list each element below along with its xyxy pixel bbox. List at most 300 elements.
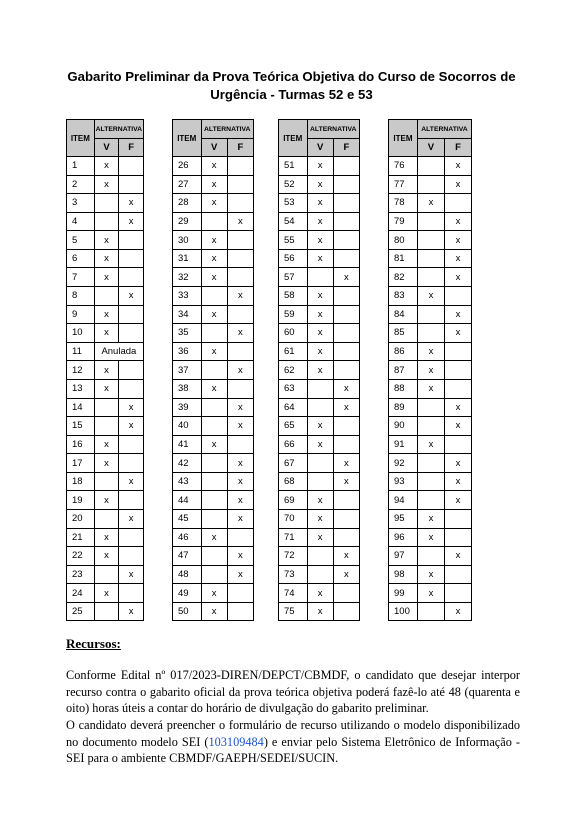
answer-row bbox=[173, 175, 254, 194]
answer-row bbox=[173, 249, 254, 268]
answer-f-cell bbox=[333, 175, 359, 194]
answer-f-cell bbox=[119, 157, 144, 176]
answer-row bbox=[67, 547, 144, 566]
answer-v-cell: x bbox=[307, 305, 333, 324]
item-number: 54 bbox=[279, 212, 308, 231]
answer-f-cell bbox=[227, 249, 253, 268]
item-number: 22 bbox=[67, 547, 95, 566]
item-number: 6 bbox=[67, 249, 95, 268]
answer-f-cell: x bbox=[227, 565, 253, 584]
answer-row bbox=[389, 268, 472, 287]
answer-v-cell: x bbox=[201, 379, 227, 398]
item-number: 56 bbox=[279, 249, 308, 268]
answer-row bbox=[389, 249, 472, 268]
item-number: 32 bbox=[173, 268, 202, 287]
answer-row bbox=[67, 379, 144, 398]
answer-v-cell: x bbox=[94, 454, 119, 473]
answer-v-cell bbox=[94, 602, 119, 621]
answer-f-cell bbox=[227, 602, 253, 621]
item-number: 45 bbox=[173, 509, 202, 528]
answer-f-cell: x bbox=[227, 324, 253, 343]
answer-row bbox=[279, 231, 360, 250]
item-number: 66 bbox=[279, 435, 308, 454]
answer-row bbox=[389, 175, 472, 194]
answer-v-cell bbox=[307, 565, 333, 584]
answer-v-cell bbox=[417, 417, 444, 436]
item-number: 14 bbox=[67, 398, 95, 417]
answer-v-cell bbox=[94, 417, 119, 436]
answer-v-cell: x bbox=[307, 212, 333, 231]
answer-row bbox=[279, 454, 360, 473]
item-number: 34 bbox=[173, 305, 202, 324]
answer-v-cell: x bbox=[94, 435, 119, 454]
answer-f-cell: x bbox=[227, 212, 253, 231]
answer-row bbox=[279, 472, 360, 491]
answer-f-cell bbox=[333, 417, 359, 436]
item-number: 63 bbox=[279, 379, 308, 398]
f-column-header: F bbox=[227, 139, 253, 157]
item-number: 46 bbox=[173, 528, 202, 547]
answer-f-cell bbox=[119, 379, 144, 398]
item-number: 92 bbox=[389, 454, 418, 473]
answer-row bbox=[389, 417, 472, 436]
answer-v-cell: x bbox=[201, 231, 227, 250]
item-number: 15 bbox=[67, 417, 95, 436]
answer-row bbox=[389, 565, 472, 584]
answer-v-cell: x bbox=[94, 305, 119, 324]
answer-v-cell: x bbox=[417, 435, 444, 454]
answer-f-cell: x bbox=[333, 454, 359, 473]
answer-v-cell bbox=[307, 379, 333, 398]
answer-v-cell: x bbox=[201, 305, 227, 324]
sei-document-link[interactable]: 103109484 bbox=[208, 734, 264, 749]
answer-v-cell bbox=[201, 324, 227, 343]
item-number: 20 bbox=[67, 509, 95, 528]
answer-row bbox=[67, 435, 144, 454]
answer-row bbox=[279, 398, 360, 417]
answer-f-cell bbox=[333, 305, 359, 324]
alternativa-header: ALTERNATIVA bbox=[94, 120, 143, 139]
answer-v-cell: x bbox=[417, 509, 444, 528]
answer-row bbox=[389, 547, 472, 566]
answer-v-cell: x bbox=[307, 491, 333, 510]
answer-row bbox=[279, 305, 360, 324]
recursos-paragraph-2 bbox=[66, 717, 520, 767]
item-number: 58 bbox=[279, 287, 308, 306]
answer-v-cell bbox=[201, 472, 227, 491]
answer-f-cell: x bbox=[119, 398, 144, 417]
answer-v-cell bbox=[307, 398, 333, 417]
answer-table-3 bbox=[278, 119, 360, 621]
item-number: 29 bbox=[173, 212, 202, 231]
answer-f-cell: x bbox=[444, 398, 471, 417]
item-number: 88 bbox=[389, 379, 418, 398]
alternativa-header: ALTERNATIVA bbox=[307, 120, 360, 139]
answer-row bbox=[279, 249, 360, 268]
item-number: 10 bbox=[67, 324, 95, 343]
answer-row bbox=[279, 509, 360, 528]
answer-row bbox=[389, 342, 472, 361]
answer-f-cell: x bbox=[444, 491, 471, 510]
answer-v-cell bbox=[201, 398, 227, 417]
answer-f-cell bbox=[444, 342, 471, 361]
answer-row bbox=[67, 342, 144, 361]
answer-f-cell bbox=[227, 305, 253, 324]
item-number: 16 bbox=[67, 435, 95, 454]
item-number: 71 bbox=[279, 528, 308, 547]
answer-f-cell bbox=[333, 287, 359, 306]
page-title: Gabarito Preliminar da Prova Teórica Objetiva do Curso de Socorros de Urgência - Turmas 52 e 53 bbox=[67, 69, 516, 102]
item-number: 79 bbox=[389, 212, 418, 231]
answer-f-cell bbox=[227, 528, 253, 547]
item-column-header: ITEM bbox=[67, 120, 95, 157]
answer-v-cell: x bbox=[94, 249, 119, 268]
answer-v-cell: x bbox=[201, 268, 227, 287]
item-number: 52 bbox=[279, 175, 308, 194]
answer-f-cell: x bbox=[444, 547, 471, 566]
answer-f-cell bbox=[227, 157, 253, 176]
item-number: 2 bbox=[67, 175, 95, 194]
item-column-header: ITEM bbox=[279, 120, 308, 157]
answer-f-cell bbox=[119, 547, 144, 566]
answer-v-cell: x bbox=[307, 249, 333, 268]
answer-f-cell: x bbox=[227, 287, 253, 306]
answer-f-cell: x bbox=[119, 212, 144, 231]
item-number: 11 bbox=[67, 342, 95, 361]
answer-row bbox=[279, 528, 360, 547]
answer-row bbox=[67, 472, 144, 491]
item-number: 57 bbox=[279, 268, 308, 287]
item-number: 35 bbox=[173, 324, 202, 343]
answer-v-cell bbox=[201, 212, 227, 231]
answer-f-cell: x bbox=[119, 287, 144, 306]
answer-row bbox=[67, 584, 144, 603]
item-number: 37 bbox=[173, 361, 202, 380]
answer-v-cell bbox=[417, 324, 444, 343]
item-number: 18 bbox=[67, 472, 95, 491]
answer-f-cell: x bbox=[333, 472, 359, 491]
answer-row bbox=[67, 157, 144, 176]
answer-row bbox=[173, 528, 254, 547]
answer-f-cell: x bbox=[119, 194, 144, 213]
answer-v-cell: x bbox=[417, 194, 444, 213]
answer-f-cell: x bbox=[227, 417, 253, 436]
answer-f-cell bbox=[333, 157, 359, 176]
v-column-header: V bbox=[417, 139, 444, 157]
answer-v-cell: x bbox=[417, 361, 444, 380]
answer-row bbox=[67, 212, 144, 231]
answer-v-cell bbox=[417, 472, 444, 491]
item-number: 55 bbox=[279, 231, 308, 250]
item-column-header: ITEM bbox=[173, 120, 202, 157]
item-number: 69 bbox=[279, 491, 308, 510]
answer-v-cell: x bbox=[307, 287, 333, 306]
item-number: 75 bbox=[279, 602, 308, 621]
answer-row bbox=[67, 249, 144, 268]
answer-f-cell: x bbox=[227, 547, 253, 566]
answer-v-cell: x bbox=[307, 528, 333, 547]
answer-v-cell: x bbox=[417, 528, 444, 547]
item-number: 27 bbox=[173, 175, 202, 194]
answer-f-cell bbox=[333, 435, 359, 454]
answer-f-cell bbox=[119, 268, 144, 287]
answer-row bbox=[173, 454, 254, 473]
answer-row bbox=[389, 324, 472, 343]
answer-v-cell bbox=[307, 472, 333, 491]
answer-row bbox=[389, 361, 472, 380]
answer-f-cell: x bbox=[333, 268, 359, 287]
answer-v-cell bbox=[417, 398, 444, 417]
answer-v-cell bbox=[94, 287, 119, 306]
answer-f-cell bbox=[119, 528, 144, 547]
answer-row bbox=[67, 398, 144, 417]
answer-v-cell: x bbox=[417, 584, 444, 603]
answer-row bbox=[279, 268, 360, 287]
answer-row bbox=[67, 194, 144, 213]
answer-row bbox=[67, 361, 144, 380]
item-number: 95 bbox=[389, 509, 418, 528]
item-number: 25 bbox=[67, 602, 95, 621]
answer-row bbox=[173, 324, 254, 343]
answer-row bbox=[279, 287, 360, 306]
answer-v-cell: x bbox=[94, 157, 119, 176]
item-number: 90 bbox=[389, 417, 418, 436]
answer-f-cell: x bbox=[119, 565, 144, 584]
answer-f-cell bbox=[119, 491, 144, 510]
item-number: 67 bbox=[279, 454, 308, 473]
answer-v-cell: x bbox=[307, 157, 333, 176]
answer-row bbox=[173, 231, 254, 250]
answer-row bbox=[279, 379, 360, 398]
item-number: 44 bbox=[173, 491, 202, 510]
answer-f-cell: x bbox=[444, 454, 471, 473]
answer-f-cell: x bbox=[119, 602, 144, 621]
recursos-heading: Recursos: bbox=[66, 636, 121, 651]
answer-f-cell bbox=[444, 379, 471, 398]
answer-f-cell: x bbox=[227, 361, 253, 380]
answer-f-cell bbox=[333, 509, 359, 528]
answer-v-cell bbox=[417, 547, 444, 566]
answer-row bbox=[173, 342, 254, 361]
answer-row bbox=[389, 602, 472, 621]
answer-f-cell bbox=[227, 379, 253, 398]
answer-row bbox=[389, 305, 472, 324]
answer-row bbox=[67, 324, 144, 343]
answer-row bbox=[67, 454, 144, 473]
item-number: 30 bbox=[173, 231, 202, 250]
item-number: 72 bbox=[279, 547, 308, 566]
answer-f-cell: x bbox=[119, 509, 144, 528]
answer-row bbox=[173, 157, 254, 176]
answer-v-cell: x bbox=[94, 379, 119, 398]
item-number: 68 bbox=[279, 472, 308, 491]
item-number: 85 bbox=[389, 324, 418, 343]
item-number: 86 bbox=[389, 342, 418, 361]
answer-f-cell: x bbox=[333, 398, 359, 417]
item-number: 64 bbox=[279, 398, 308, 417]
item-number: 65 bbox=[279, 417, 308, 436]
item-number: 80 bbox=[389, 231, 418, 250]
answer-f-cell: x bbox=[444, 157, 471, 176]
answer-v-cell bbox=[201, 547, 227, 566]
answer-f-cell bbox=[227, 175, 253, 194]
answer-f-cell bbox=[119, 175, 144, 194]
answer-v-cell bbox=[94, 472, 119, 491]
answer-row bbox=[67, 509, 144, 528]
answer-f-cell: x bbox=[227, 491, 253, 510]
answer-v-cell bbox=[201, 417, 227, 436]
answer-f-cell: x bbox=[444, 472, 471, 491]
answer-f-cell bbox=[333, 342, 359, 361]
answer-v-cell bbox=[417, 268, 444, 287]
answer-f-cell bbox=[444, 287, 471, 306]
answer-v-cell: x bbox=[307, 231, 333, 250]
answer-row bbox=[389, 231, 472, 250]
item-number: 31 bbox=[173, 249, 202, 268]
answer-f-cell bbox=[119, 584, 144, 603]
answer-f-cell: x bbox=[444, 249, 471, 268]
answer-f-cell bbox=[119, 454, 144, 473]
answer-row bbox=[279, 491, 360, 510]
answer-row bbox=[389, 287, 472, 306]
item-number: 13 bbox=[67, 379, 95, 398]
answer-row bbox=[173, 602, 254, 621]
answer-v-cell: x bbox=[201, 194, 227, 213]
item-number: 93 bbox=[389, 472, 418, 491]
item-number: 8 bbox=[67, 287, 95, 306]
answer-row bbox=[279, 547, 360, 566]
answer-v-cell: x bbox=[307, 324, 333, 343]
item-number: 70 bbox=[279, 509, 308, 528]
item-number: 7 bbox=[67, 268, 95, 287]
answer-f-cell bbox=[119, 305, 144, 324]
answer-row bbox=[389, 509, 472, 528]
item-number: 28 bbox=[173, 194, 202, 213]
answer-row bbox=[173, 305, 254, 324]
answer-v-cell bbox=[94, 565, 119, 584]
item-number: 76 bbox=[389, 157, 418, 176]
answer-row bbox=[173, 584, 254, 603]
answer-f-cell bbox=[333, 584, 359, 603]
answer-f-cell bbox=[333, 602, 359, 621]
answer-f-cell bbox=[333, 324, 359, 343]
answer-f-cell: x bbox=[227, 472, 253, 491]
answer-row bbox=[389, 491, 472, 510]
item-number: 4 bbox=[67, 212, 95, 231]
item-number: 84 bbox=[389, 305, 418, 324]
answer-f-cell: x bbox=[444, 305, 471, 324]
answer-v-cell bbox=[307, 268, 333, 287]
answer-v-cell: x bbox=[94, 584, 119, 603]
answer-v-cell: x bbox=[307, 175, 333, 194]
answer-f-cell: x bbox=[119, 417, 144, 436]
answer-table-1 bbox=[66, 119, 144, 621]
answer-v-cell: x bbox=[307, 361, 333, 380]
answer-v-cell: x bbox=[307, 584, 333, 603]
answer-row bbox=[67, 528, 144, 547]
answer-v-cell: x bbox=[201, 602, 227, 621]
answer-f-cell: x bbox=[227, 398, 253, 417]
item-number: 96 bbox=[389, 528, 418, 547]
item-number: 53 bbox=[279, 194, 308, 213]
answer-row bbox=[173, 268, 254, 287]
answer-f-cell bbox=[333, 194, 359, 213]
item-number: 17 bbox=[67, 454, 95, 473]
answer-v-cell: x bbox=[307, 417, 333, 436]
answer-v-cell bbox=[201, 565, 227, 584]
answer-f-cell bbox=[444, 361, 471, 380]
answer-row bbox=[67, 175, 144, 194]
answer-row bbox=[173, 398, 254, 417]
item-number: 26 bbox=[173, 157, 202, 176]
answer-v-cell: x bbox=[94, 547, 119, 566]
answer-row bbox=[389, 472, 472, 491]
answer-row bbox=[173, 287, 254, 306]
item-number: 42 bbox=[173, 454, 202, 473]
answer-f-cell: x bbox=[227, 454, 253, 473]
answer-v-cell: x bbox=[201, 157, 227, 176]
answer-row bbox=[67, 417, 144, 436]
answer-row bbox=[279, 435, 360, 454]
answer-f-cell: x bbox=[333, 547, 359, 566]
answer-v-cell: x bbox=[201, 435, 227, 454]
item-number: 1 bbox=[67, 157, 95, 176]
answer-row bbox=[67, 268, 144, 287]
f-column-header: F bbox=[119, 139, 144, 157]
answer-v-cell: x bbox=[94, 491, 119, 510]
item-number: 36 bbox=[173, 342, 202, 361]
item-number: 51 bbox=[279, 157, 308, 176]
v-column-header: V bbox=[201, 139, 227, 157]
answer-row bbox=[389, 398, 472, 417]
answer-v-cell bbox=[417, 157, 444, 176]
answer-f-cell bbox=[227, 194, 253, 213]
item-number: 60 bbox=[279, 324, 308, 343]
answer-row bbox=[173, 547, 254, 566]
answer-row bbox=[173, 472, 254, 491]
answer-row bbox=[389, 212, 472, 231]
alternativa-header: ALTERNATIVA bbox=[201, 120, 254, 139]
answer-f-cell: x bbox=[444, 602, 471, 621]
answer-f-cell: x bbox=[444, 175, 471, 194]
item-number: 40 bbox=[173, 417, 202, 436]
answer-table-2 bbox=[172, 119, 254, 621]
answer-row bbox=[279, 602, 360, 621]
answer-f-cell: x bbox=[444, 268, 471, 287]
answer-row bbox=[173, 194, 254, 213]
item-number: 41 bbox=[173, 435, 202, 454]
recursos-paragraph-1: Conforme Edital nº 017/2023-DIREN/DEPCT/CBMDF, o candidato que desejar interpor recurso contra o gabarito oficial da prova teórica objetiva poderá fazê-lo até 48 (quarenta e oito) horas úteis a contar do horário de divulgação do gabarito preliminar. bbox=[66, 668, 520, 715]
answer-row bbox=[389, 379, 472, 398]
answer-f-cell: x bbox=[333, 379, 359, 398]
answer-v-cell: x bbox=[201, 342, 227, 361]
answer-f-cell: x bbox=[119, 472, 144, 491]
answer-v-cell: x bbox=[94, 175, 119, 194]
answer-v-cell: x bbox=[307, 342, 333, 361]
answer-row bbox=[173, 435, 254, 454]
item-number: 89 bbox=[389, 398, 418, 417]
answer-f-cell bbox=[227, 342, 253, 361]
answer-v-cell: x bbox=[201, 584, 227, 603]
answer-row bbox=[67, 602, 144, 621]
answer-v-cell bbox=[417, 305, 444, 324]
answer-row bbox=[279, 212, 360, 231]
answer-f-cell bbox=[444, 509, 471, 528]
answer-f-cell: x bbox=[333, 565, 359, 584]
answer-row bbox=[279, 417, 360, 436]
answer-v-cell bbox=[417, 175, 444, 194]
answer-row bbox=[67, 231, 144, 250]
